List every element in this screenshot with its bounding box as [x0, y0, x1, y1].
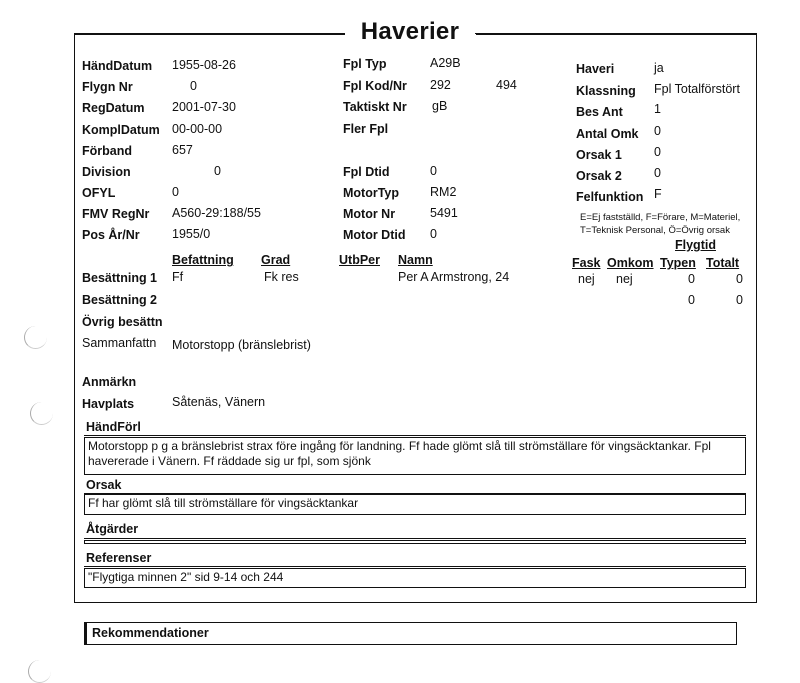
- orsak-label: Orsak: [86, 478, 122, 492]
- motor-dtid-value: 0: [430, 227, 437, 241]
- handforl-line-2: havererade i Vänern. Ff räddade sig ur fpl, som sjönk: [88, 454, 371, 468]
- flygn-nr-label: Flygn Nr: [82, 80, 133, 94]
- taktiskt-nr-value: gB: [432, 99, 448, 113]
- motortyp-label: MotorTyp: [343, 186, 400, 200]
- crew-row-1-label: Besättning 1: [82, 271, 158, 285]
- referenser-box: [84, 568, 746, 588]
- fpl-typ-value: A29B: [430, 56, 461, 70]
- col-utbper: UtbPer: [339, 253, 380, 267]
- crew-row-2-totalt: 0: [736, 293, 743, 307]
- sammanfattn-label: Sammanfattn: [82, 336, 157, 350]
- orsak-legend-line2: T=Teknisk Personal, Ö=Övrig orsak: [580, 225, 730, 236]
- taktiskt-nr-label: Taktiskt Nr: [343, 100, 407, 114]
- crew-row-1-typen: 0: [688, 272, 695, 286]
- handforl-rule: [84, 435, 746, 436]
- orsak-box: [84, 494, 746, 515]
- pos-ar-nr-label: Pos År/Nr: [82, 228, 140, 242]
- fmv-regnr-label: FMV RegNr: [82, 207, 150, 221]
- motortyp-value: RM2: [430, 185, 457, 199]
- handdatum-label: HändDatum: [82, 59, 153, 73]
- anmarkn-label: Anmärkn: [82, 375, 137, 389]
- title-rule-left: [74, 33, 346, 35]
- referenser-rule: [84, 566, 746, 567]
- crew-row-1-totalt: 0: [736, 272, 743, 286]
- title-rule-right: [476, 33, 757, 35]
- orsak2-value: 0: [654, 166, 661, 180]
- orsak2-label: Orsak 2: [576, 169, 622, 183]
- ofyl-value: 0: [172, 185, 179, 199]
- rekommendationer-box: [84, 622, 737, 645]
- fpl-kod-nr-label: Fpl Kod/Nr: [343, 79, 407, 93]
- referenser-value: "Flygtiga minnen 2" sid 9-14 och 244: [88, 570, 284, 584]
- fmv-regnr-value: A560-29:188/55: [172, 206, 261, 220]
- col-typen: Typen: [660, 256, 696, 270]
- fpl-kod-value: 292: [430, 78, 451, 92]
- referenser-label: Referenser: [86, 551, 152, 565]
- bes-ant-value: 1: [654, 102, 661, 116]
- regdatum-value: 2001-07-30: [172, 100, 236, 114]
- division-value: 0: [214, 164, 221, 178]
- crew-row-2-typen: 0: [688, 293, 695, 307]
- crew-row-1-befattning: Ff: [172, 270, 184, 284]
- regdatum-label: RegDatum: [82, 101, 145, 115]
- atgarder-label: Åtgärder: [86, 522, 139, 536]
- crew-row-1-namn: Per A Armstrong, 24: [398, 270, 510, 284]
- crew-row-1-grad: Fk res: [264, 270, 299, 284]
- flygn-nr-value: 0: [190, 79, 197, 93]
- ofyl-label: OFYL: [82, 186, 116, 200]
- punch-hole-top: [24, 326, 47, 349]
- page-title: Haverier: [345, 18, 475, 46]
- havplats-label: Havplats: [82, 397, 135, 411]
- klassning-value: Fpl Totalförstört: [654, 82, 740, 96]
- punch-hole-bottom: [28, 660, 51, 683]
- motor-dtid-label: Motor Dtid: [343, 228, 406, 242]
- crew-row-2-label: Besättning 2: [82, 293, 158, 307]
- pos-ar-nr-value: 1955/0: [172, 227, 211, 241]
- crew-row-1-omkom: nej: [616, 272, 633, 286]
- handforl-line-1: Motorstopp p g a bränslebrist strax före ingång för landning. Ff hade glömt slå till strömställare för vingsäcktankar. Fpl: [88, 439, 711, 453]
- col-befattning: Befattning: [172, 253, 234, 267]
- fpl-nr-value: 494: [496, 78, 517, 92]
- antal-omk-label: Antal Omk: [576, 127, 639, 141]
- forband-label: Förband: [82, 144, 132, 158]
- kompldatum-value: 00-00-00: [172, 122, 223, 136]
- crew-row-1-fask: nej: [578, 272, 595, 286]
- haveri-value: ja: [654, 61, 664, 75]
- orsak-legend-line1: E=Ej fastställd, F=Förare, M=Materiel,: [580, 212, 741, 223]
- orsak1-label: Orsak 1: [576, 148, 622, 162]
- havplats-value: Såtenäs, Vänern: [172, 395, 266, 409]
- motor-nr-label: Motor Nr: [343, 207, 396, 221]
- handforl-box: [84, 437, 746, 475]
- col-flygtid: Flygtid: [675, 238, 716, 252]
- antal-omk-value: 0: [654, 124, 661, 138]
- handforl-label: HändFörl: [86, 420, 141, 434]
- klassning-label: Klassning: [576, 84, 636, 98]
- orsak1-value: 0: [654, 145, 661, 159]
- col-totalt: Totalt: [706, 256, 740, 270]
- col-fask: Fask: [572, 256, 601, 270]
- fpl-dtid-value: 0: [430, 164, 437, 178]
- rekommendationer-label: Rekommendationer: [92, 626, 209, 640]
- col-namn: Namn: [398, 253, 433, 267]
- division-label: Division: [82, 165, 131, 179]
- kompldatum-label: KomplDatum: [82, 123, 160, 137]
- bes-ant-label: Bes Ant: [576, 105, 623, 119]
- fpl-typ-label: Fpl Typ: [343, 57, 387, 71]
- ovrig-besattn-label: Övrig besättn: [82, 315, 163, 329]
- motor-nr-value: 5491: [430, 206, 458, 220]
- atgarder-rule: [84, 538, 746, 539]
- felfunktion-label: Felfunktion: [576, 190, 644, 204]
- fler-fpl-label: Fler Fpl: [343, 122, 389, 136]
- fpl-dtid-label: Fpl Dtid: [343, 165, 390, 179]
- punch-hole-middle: [30, 402, 53, 425]
- orsak-value: Ff har glömt slå till strömställare för vingsäcktankar: [88, 496, 359, 510]
- sammanfattn-value: Motorstopp (bränslebrist): [172, 338, 311, 352]
- haveri-label: Haveri: [576, 62, 615, 76]
- atgarder-box: [84, 540, 746, 544]
- handdatum-value: 1955-08-26: [172, 58, 236, 72]
- col-omkom: Omkom: [607, 256, 654, 270]
- col-grad: Grad: [261, 253, 291, 267]
- felfunktion-value: F: [654, 187, 662, 201]
- forband-value: 657: [172, 143, 193, 157]
- report-frame: [74, 33, 757, 603]
